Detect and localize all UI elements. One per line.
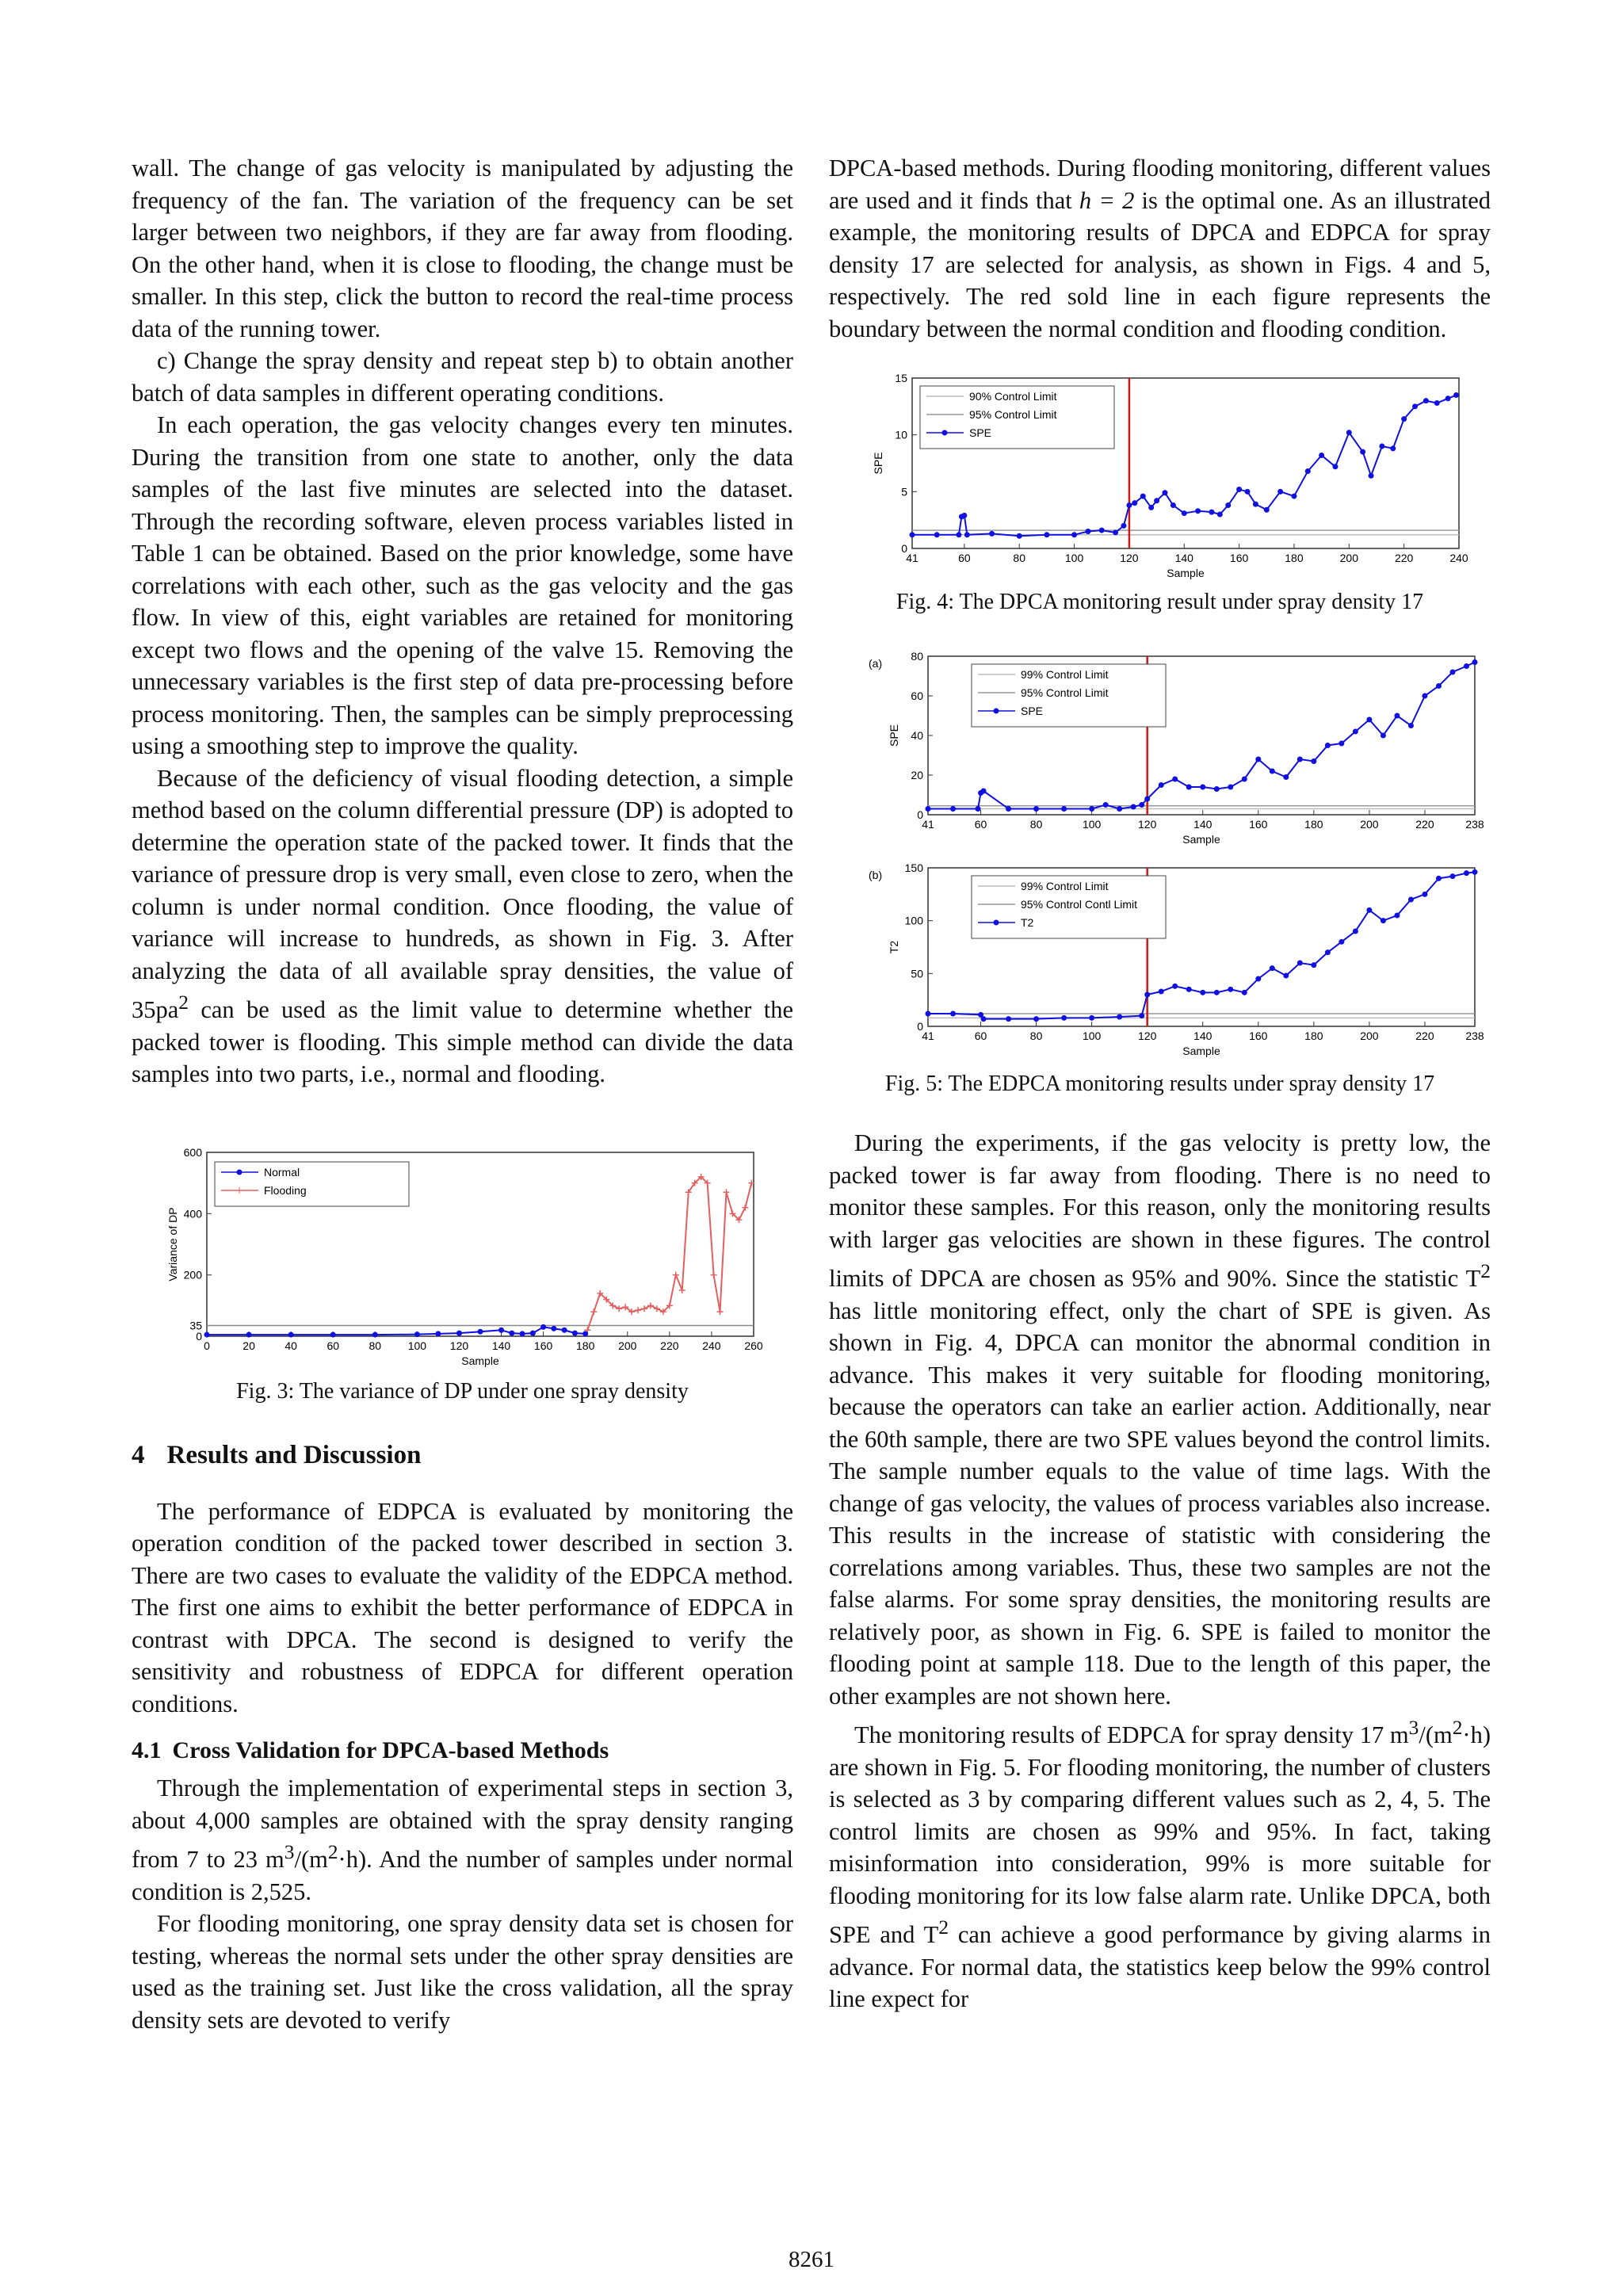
data-point	[1154, 498, 1159, 503]
x-tick-label: 140	[1174, 552, 1193, 564]
x-tick-label: 120	[1138, 818, 1157, 831]
x-tick-label: 200	[618, 1339, 637, 1352]
paragraph: In each operation, the gas velocity changes every ten minutes. During the transition from one state to another, only the data samples of the last five minutes are selected into the dataset. Through the recording software, eleven process variables listed in Table 1 can be obtained. Based on the prior knowledge, some have correlations with each other, such as the gas velocity and the gas flow. In view of this, eight variables are retained for monitoring except two flows and the opening of the valve 15. Removing the unnecessary variables is the first step of data pre-processing before process monitoring. Then, the samples can be simply preprocessing using a smoothing step to improve the quality.	[132, 411, 793, 759]
data-point	[414, 1331, 420, 1337]
data-point	[1311, 758, 1316, 764]
data-point	[1182, 510, 1187, 516]
data-point	[1445, 395, 1451, 401]
data-point	[1422, 693, 1427, 699]
data-point	[478, 1328, 483, 1334]
data-point	[1033, 806, 1039, 812]
data-point	[1033, 1016, 1039, 1022]
data-point	[1159, 989, 1164, 995]
data-point	[1366, 907, 1372, 913]
data-point	[1270, 769, 1275, 774]
data-point	[1401, 416, 1407, 422]
legend-label: 99% Control Limit	[1021, 880, 1109, 892]
data-point	[456, 1330, 462, 1335]
x-tick-label: 100	[407, 1339, 427, 1352]
data-point	[976, 806, 981, 812]
data-point	[1319, 453, 1324, 458]
x-tick-label: 120	[1138, 1030, 1157, 1042]
data-point	[1139, 1013, 1144, 1018]
y-tick-label: 20	[911, 769, 923, 781]
data-point	[1126, 502, 1132, 508]
x-axis-label: Sample	[1167, 567, 1205, 579]
x-tick-label: 41	[906, 552, 918, 564]
data-point	[1434, 400, 1440, 406]
data-point	[950, 1011, 956, 1017]
data-point	[981, 789, 987, 794]
x-tick-label: 180	[1285, 552, 1304, 564]
data-point	[1449, 670, 1455, 675]
data-point	[1338, 939, 1344, 945]
data-point	[1423, 398, 1429, 403]
legend-marker	[237, 1169, 242, 1175]
figure-caption: Fig. 3: The variance of DP under one spray density	[236, 1378, 689, 1404]
data-point	[1131, 804, 1136, 810]
legend-box	[215, 1162, 409, 1206]
data-point	[1255, 976, 1261, 982]
x-tick-label: 260	[744, 1339, 763, 1352]
data-point	[1464, 663, 1469, 669]
data-point	[1381, 918, 1386, 923]
x-axis-label: Sample	[1182, 1045, 1220, 1057]
data-point	[981, 1016, 987, 1022]
data-point	[1245, 489, 1251, 495]
x-tick-label: 220	[660, 1339, 679, 1352]
data-point	[1140, 494, 1146, 499]
x-tick-label: 120	[449, 1339, 469, 1352]
x-tick-label: 220	[1415, 818, 1434, 831]
data-point	[1159, 782, 1164, 788]
data-point	[1353, 929, 1358, 934]
data-point	[1214, 786, 1220, 792]
legend-label: 95% Control Contl Limit	[1021, 898, 1138, 911]
data-point	[1325, 949, 1331, 955]
data-point	[1099, 528, 1105, 533]
data-point	[1255, 757, 1261, 762]
x-tick-label: 180	[1304, 818, 1323, 831]
data-point	[1144, 992, 1150, 998]
legend-label: 95% Control Limit	[969, 408, 1057, 421]
data-point	[1277, 489, 1283, 495]
data-point	[1139, 802, 1144, 808]
x-tick-label: 41	[922, 818, 934, 831]
y-tick-label: 50	[911, 967, 923, 980]
x-tick-label: 20	[242, 1339, 255, 1352]
data-point	[540, 1324, 546, 1330]
data-point	[1390, 445, 1396, 451]
data-point	[1381, 733, 1386, 739]
data-point	[1453, 392, 1459, 398]
y-tick-label: 0	[917, 808, 923, 821]
data-point	[1394, 713, 1400, 719]
x-tick-label: 100	[1082, 1030, 1102, 1042]
data-point	[1225, 502, 1231, 508]
legend-marker	[942, 430, 948, 436]
x-tick-label: 200	[1360, 1030, 1379, 1042]
data-point	[1408, 897, 1414, 903]
right-column	[829, 152, 1491, 2015]
data-point	[1353, 729, 1358, 735]
data-point	[1394, 913, 1400, 919]
data-point	[1117, 806, 1122, 812]
legend-label: Flooding	[264, 1183, 307, 1197]
data-point	[1200, 990, 1205, 995]
data-point	[1408, 723, 1414, 728]
data-point	[520, 1331, 525, 1336]
paragraph: DPCA-based methods. During flooding monitoring, different values are used and it finds that h = 2 is the optimal one. As an illustrated example, the monitoring results of DPCA and EDPCA for spray density 17 are selected for analysis, as shown in Figs. 4 and 5, respectively. The red sold line in each figure represents the boundary between the normal condition and flooding condition.	[829, 155, 1491, 342]
data-point	[1305, 468, 1311, 474]
x-tick-label: 140	[1193, 1030, 1212, 1042]
data-point	[1214, 990, 1220, 995]
fig3-chart	[132, 1130, 793, 1376]
x-tick-label: 240	[702, 1339, 721, 1352]
data-point	[1253, 502, 1258, 507]
data-point	[530, 1330, 536, 1335]
data-point	[1379, 444, 1384, 449]
paragraph: Through the implementation of experimental steps in section 3, about 4,000 samples are obtained with the spray density ranging from 7 to 23 $m^3/(m^2\cdot h)$. And the number of samples under normal condition is 2,525.	[132, 1775, 793, 1905]
legend-label: 99% Control Limit	[1021, 668, 1109, 681]
data-point	[1162, 490, 1167, 495]
x-tick-label: 160	[1229, 552, 1249, 564]
y-tick-label: 40	[911, 729, 923, 742]
legend-label: 90% Control Limit	[969, 390, 1057, 403]
data-point	[1186, 785, 1192, 790]
data-point	[1436, 876, 1442, 881]
data-point	[1186, 987, 1192, 992]
data-point	[1006, 1016, 1011, 1022]
data-point	[372, 1331, 378, 1337]
data-point	[1085, 529, 1090, 534]
x-tick-label: 80	[369, 1339, 382, 1352]
y-axis-label: SPE	[888, 724, 900, 747]
x-tick-label: 100	[1082, 818, 1102, 831]
data-point	[1195, 508, 1201, 514]
x-tick-label: 60	[327, 1339, 340, 1352]
data-point	[572, 1330, 578, 1335]
x-tick-label: 80	[1029, 818, 1043, 831]
data-point	[562, 1327, 567, 1332]
data-point	[1103, 802, 1109, 808]
paragraph: The performance of EDPCA is evaluated by monitoring the operation condition of the packed tower described in section 3. There are two cases to evaluate the validity of the EDPCA method. The first one aims to exhibit the better performance of EDPCA in contrast with DPCA. The second is designed to verify the sensitivity and robustness of EDPCA for different operation conditions.	[132, 1497, 793, 1717]
data-point	[1006, 806, 1011, 812]
panel-label: (a)	[869, 657, 883, 670]
legend-marker	[994, 920, 999, 926]
x-tick-label: 180	[576, 1339, 595, 1352]
left-column	[132, 152, 793, 2036]
y-tick-label: 10	[895, 428, 907, 441]
paragraph: wall. The change of gas velocity is manipulated by adjusting the frequency of the fan. The variation of the frequency can be set larger between two neighbors, if they are far away from flooding. On the other hand, when it is close to flooding, the change must be smaller. In this step, click the button to record the real-time process data of the running tower.	[132, 155, 793, 342]
paragraph: During the experiments, if the gas velocity is pretty low, the packed tower is far away from flooding. There is no need to monitor these samples. For this reason, only the monitoring results with larger gas velocities are shown in these figures. The control limits of DPCA are chosen as 95% and 90%. Since the statistic $T^2$ has little monitoring effect, only the chart of SPE is given. As shown in Fig. 4, DPCA can monitor the abnormal condition in advance. This makes it very suitable for flooding monitoring, because the operators can take an earlier action. Additionally, near the 60th sample, there are two SPE values beyond the control limits. The sample number equals to the value of time lags. With the change of gas velocity, the values of process variables also increase. This results in the increase of statistic with considering the correlations among variables. Thus, these two samples are not the false alarms. For some spray densities, the monitoring results are relatively poor, as shown in Fig. 6. SPE is failed to monitor the flooding point at sample 118. Due to the length of this paper, the other examples are not shown here.	[829, 1129, 1491, 1710]
y-tick-label: 0	[901, 542, 907, 555]
figure-5	[829, 647, 1491, 1097]
data-point	[1464, 870, 1469, 876]
y-axis-label: T2	[888, 940, 900, 954]
x-tick-label: 80	[1029, 1030, 1043, 1042]
legend-label: SPE	[1021, 705, 1044, 717]
y-axis-label: Variance of DP	[166, 1207, 179, 1282]
data-point	[1291, 494, 1296, 499]
data-point	[926, 806, 931, 812]
x-tick-label: 220	[1394, 552, 1414, 564]
panel-label: (b)	[869, 869, 883, 881]
data-point	[1170, 502, 1176, 508]
data-point	[435, 1331, 441, 1336]
data-point	[1422, 892, 1427, 897]
data-point	[1412, 403, 1418, 409]
data-point	[1121, 523, 1126, 529]
data-point	[1209, 510, 1214, 515]
data-point	[1242, 990, 1247, 995]
data-point	[1436, 683, 1442, 689]
data-point	[1172, 984, 1178, 989]
x-tick-label: 238	[1465, 1030, 1484, 1042]
figure-4	[829, 369, 1491, 615]
legend-label: Normal	[264, 1165, 300, 1179]
data-point	[1346, 430, 1352, 435]
data-point	[1044, 532, 1049, 537]
data-point	[1297, 757, 1303, 762]
x-tick-label: 40	[285, 1339, 297, 1352]
data-point	[1071, 532, 1077, 537]
data-point	[1200, 785, 1205, 790]
x-axis-label: Sample	[1182, 833, 1220, 846]
data-point	[1366, 717, 1372, 723]
subsection-heading: 4.1 Cross Validation for DPCA-based Methods	[132, 1737, 609, 1764]
y-tick-label: 150	[904, 861, 923, 874]
data-point	[1325, 743, 1331, 748]
legend-label: SPE	[969, 426, 992, 439]
figure-caption: Fig. 5: The EDPCA monitoring results under spray density 17	[884, 1072, 1435, 1096]
paragraph: c) Change the spray density and repeat step b) to obtain another batch of data samples in different operating conditions.	[132, 347, 793, 407]
data-point	[961, 513, 967, 518]
data-point	[964, 532, 970, 537]
data-point	[1113, 529, 1118, 535]
data-point	[1228, 785, 1233, 790]
x-tick-label: 220	[1415, 1030, 1434, 1042]
x-tick-label: 60	[974, 818, 987, 831]
data-point	[1360, 449, 1365, 455]
y-tick-label: 0	[196, 1329, 202, 1343]
data-point	[204, 1331, 210, 1337]
x-tick-label: 160	[1249, 1030, 1268, 1042]
x-axis-label: Sample	[461, 1354, 499, 1367]
fig4-chart	[829, 369, 1491, 586]
x-tick-label: 200	[1360, 818, 1379, 831]
data-point	[926, 1011, 931, 1017]
data-point	[1061, 806, 1067, 812]
data-point	[1338, 741, 1344, 747]
data-point	[1283, 774, 1289, 780]
legend-label: T2	[1021, 916, 1034, 929]
y-tick-label: 15	[895, 372, 907, 384]
data-point	[989, 531, 995, 537]
x-tick-label: 140	[1193, 818, 1212, 831]
x-tick-label: 60	[958, 552, 971, 564]
x-tick-label: 60	[974, 1030, 987, 1042]
data-point	[1270, 965, 1275, 971]
y-axis-label: SPE	[872, 452, 884, 475]
data-point	[1236, 487, 1242, 492]
y-tick-label: 600	[183, 1145, 202, 1159]
data-point	[910, 532, 915, 537]
paragraph: Because of the deficiency of visual flooding detection, a simple method based on the column differential pressure (DP) is adopted to determine the operation state of the packed tower. It finds that the variance of pressure drop is very small, even close to zero, when the column is under normal condition. Once flooding, the value of variance will increase to hundreds, as shown in Fig. 3. After analyzing the data of all available spray densities, the value of $35pa^2$ can be used as the limit value to determine whether the packed tower is flooding. This simple method can divide the data samples into two parts, i.e., normal and flooding.	[132, 764, 793, 1088]
x-tick-label: 140	[491, 1339, 511, 1352]
data-point	[1148, 505, 1154, 510]
data-point	[246, 1331, 252, 1337]
data-point	[498, 1327, 504, 1332]
data-point	[1332, 464, 1338, 469]
data-point	[1449, 873, 1455, 879]
data-point	[1283, 973, 1289, 979]
data-point	[1089, 1015, 1094, 1021]
y-tick-label: 80	[911, 650, 923, 663]
legend-label: 95% Control Limit	[1021, 686, 1109, 699]
data-point	[1369, 473, 1374, 479]
fig5a-chart	[829, 647, 1491, 849]
x-tick-label: 240	[1449, 552, 1468, 564]
data-point	[330, 1331, 336, 1337]
data-point	[1472, 659, 1478, 665]
data-point	[1061, 1015, 1067, 1021]
data-point	[934, 532, 940, 537]
data-point	[551, 1325, 556, 1331]
data-point	[1472, 869, 1478, 875]
y-tick-label: 35	[189, 1319, 202, 1332]
x-tick-label: 100	[1064, 552, 1084, 564]
data-point	[1264, 507, 1270, 513]
data-point	[1117, 1014, 1122, 1020]
data-point	[1089, 806, 1094, 812]
page-number: 8261	[789, 2247, 834, 2272]
data-point	[950, 806, 956, 812]
data-point	[1217, 512, 1223, 518]
data-point	[1017, 533, 1022, 539]
y-tick-label: 200	[183, 1268, 202, 1282]
paragraph: The monitoring results of EDPCA for spray density 17 $m^3/(m^2\cdot h)$ are shown in Fig. 5. For flooding monitoring, the number of clusters is selected as 3 by comparing different values such as 2, 4, 5. The control limits are chosen as 99% and 95%. In fact, taking misinformation into consideration, 99% is more suitable for flooding monitoring for its low false alarm rate. Unlike DPCA, both SPE and $T^2$ can achieve a good performance by giving alarms in advance. For normal data, the statistics keep below the 99% control line expect for	[829, 1717, 1491, 2013]
y-tick-label: 400	[183, 1206, 202, 1220]
data-point	[956, 532, 961, 537]
data-point	[288, 1331, 294, 1337]
x-tick-label: 180	[1304, 1030, 1323, 1042]
data-point	[1242, 777, 1247, 782]
data-point	[1297, 961, 1303, 966]
x-tick-label: 120	[1120, 552, 1139, 564]
data-point	[1132, 500, 1137, 506]
figure-caption: Fig. 4: The DPCA monitoring result under spray density 17	[896, 590, 1424, 614]
figure-3	[132, 1130, 793, 1404]
data-point	[1172, 777, 1178, 782]
y-tick-label: 5	[901, 485, 907, 499]
y-tick-label: 60	[911, 690, 923, 702]
y-tick-label: 0	[917, 1020, 923, 1033]
x-tick-label: 0	[204, 1339, 210, 1352]
x-tick-label: 160	[1249, 818, 1268, 831]
section-heading: 4 Results and Discussion	[132, 1440, 422, 1469]
data-point	[1228, 987, 1233, 992]
legend-marker	[994, 709, 999, 714]
data-point	[1144, 797, 1150, 802]
x-tick-label: 238	[1465, 818, 1484, 831]
fig5b-chart	[829, 858, 1491, 1068]
x-tick-label: 80	[1013, 552, 1026, 564]
paragraph: For flooding monitoring, one spray density data set is chosen for testing, whereas the normal sets under the other spray densities are used as the training set. Just like the cross validation, all the spray density sets are devoted to verify	[132, 1910, 793, 2034]
y-tick-label: 100	[904, 914, 923, 927]
data-point	[1311, 962, 1316, 968]
x-tick-label: 200	[1339, 552, 1358, 564]
data-point	[509, 1330, 514, 1335]
x-tick-label: 41	[922, 1030, 934, 1042]
data-point	[582, 1331, 588, 1336]
x-tick-label: 160	[533, 1339, 553, 1352]
